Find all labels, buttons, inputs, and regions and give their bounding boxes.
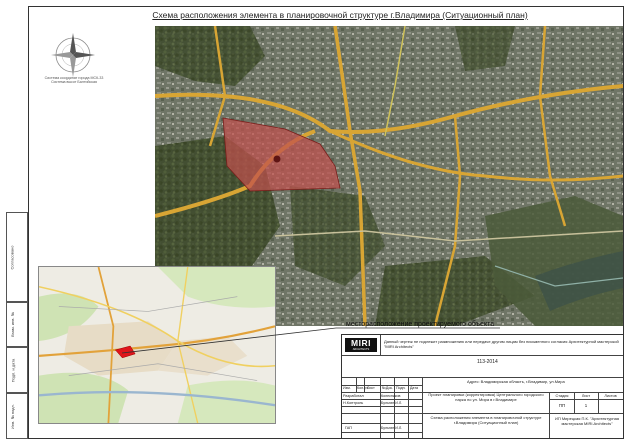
sheet-name: Схема расположения элемента в планировочной структуре г.Владимира (Ситуационный план) xyxy=(430,415,542,425)
sheet-header: Лист xyxy=(581,394,591,398)
project-code: 113-2014 xyxy=(477,359,498,365)
tb-header: №Док. xyxy=(382,386,393,390)
role-chief-architect-name: Бульгин И.Л. xyxy=(381,426,403,430)
side-stamp xyxy=(6,212,28,439)
stage-header: Стадия xyxy=(555,394,569,398)
tb-header: Лист xyxy=(367,386,375,390)
stamp-cell-approved xyxy=(6,212,28,302)
role-chief-architect: ГАП xyxy=(345,426,353,430)
location-inset-map[interactable] xyxy=(38,266,276,424)
stamp-label: Инв. № подл. xyxy=(10,403,16,429)
sheet-title: Схема расположения элемента в планировочной структуре г.Владимира (Ситуационный план) xyxy=(152,10,528,20)
role-developer: Разработал xyxy=(343,394,364,398)
sheet-value: 1 xyxy=(584,403,588,408)
compass-rose-icon xyxy=(48,30,98,80)
coordinate-system-line: Система координат города МСК-33 xyxy=(44,76,104,80)
address: Адрес: Владимирская область, г.Владимир, ул.Мира xyxy=(467,379,565,384)
stamp-cell-signature xyxy=(6,347,28,393)
tb-header: Подп. xyxy=(396,386,406,390)
company-logo: MIRI ARCHITECTS xyxy=(345,338,377,352)
tb-header: Изм. xyxy=(343,386,351,390)
stamp-label: Согласовано xyxy=(10,244,15,270)
stamp-cell-inventory xyxy=(6,393,28,439)
callout-label: месторасположение проектируемого объекта xyxy=(346,321,495,328)
company-name: ИП Мирецкая П.К. "Архитектурная мастерская MIRI.Architects" xyxy=(554,416,619,426)
sheets-total-header: Листов xyxy=(604,394,617,398)
role-norm-control: Н.Контроль xyxy=(343,401,364,405)
height-system-line: Система высот Балтийская xyxy=(51,80,97,85)
stamp-label: Подп. и дата xyxy=(10,358,15,382)
stamp-label: Взам. инв. № xyxy=(10,312,15,337)
project-name: Проект планировки (корректировка) Центрального городского парка по ул. Мира в г.Владимире xyxy=(428,392,544,402)
role-developer-name: Колесников xyxy=(381,394,401,398)
coordinate-system-note xyxy=(34,76,114,85)
stage-value: ПП xyxy=(558,403,566,408)
tb-header: Дата xyxy=(410,386,418,390)
tb-header: Кол.уч. xyxy=(357,386,369,390)
stamp-cell-replacement xyxy=(6,302,28,347)
title-block xyxy=(341,334,624,439)
copyright-note: Данный чертеж не подлежит размножению или передаче другим лицам без письменного согласия Архитектурной мастерской "MIRI Architects" xyxy=(384,339,619,349)
role-norm-control-name: Бульгин И.Л. xyxy=(381,401,403,405)
